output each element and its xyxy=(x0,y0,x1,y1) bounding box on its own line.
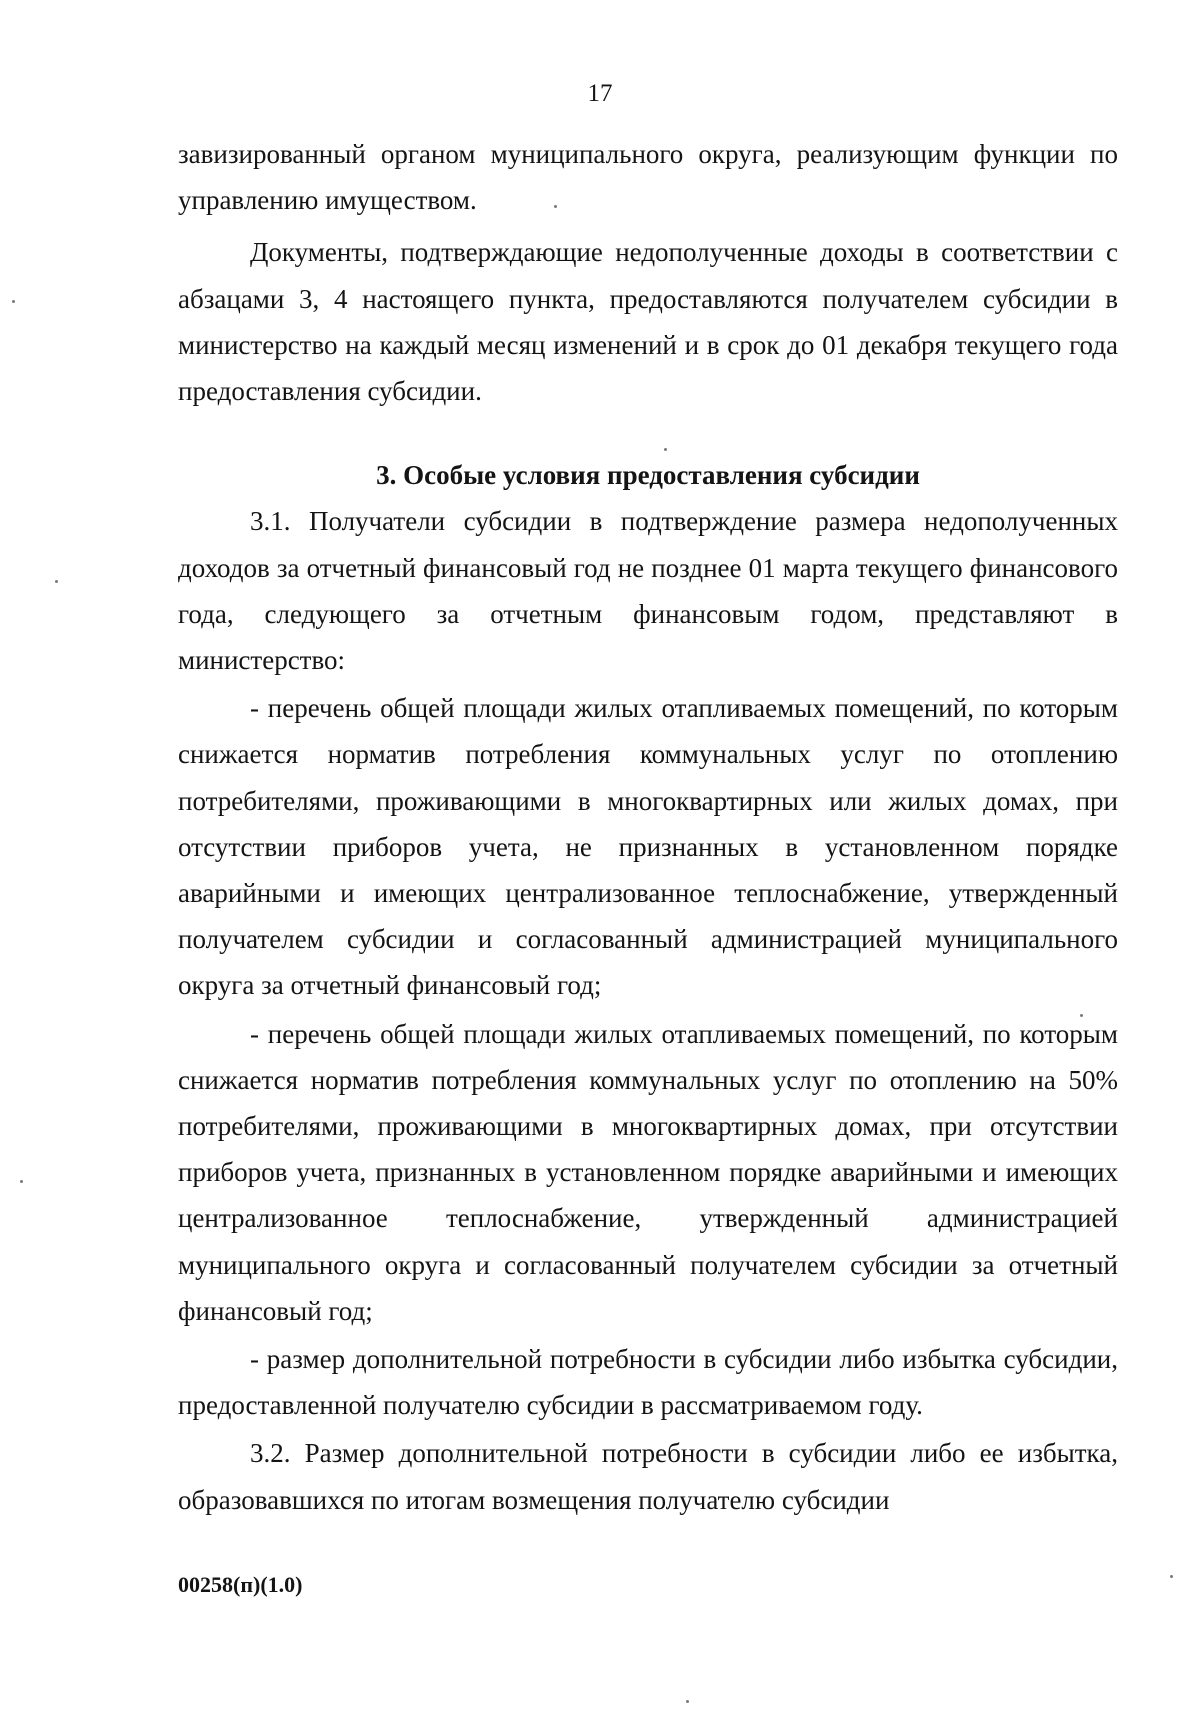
paragraph-continuation: завизированный органом муниципального округа, реализующим функции по управлению имуществом. xyxy=(178,139,1118,216)
document-code: 00258(п)(1.0) xyxy=(178,1572,303,1597)
paragraph-documents: Документы, подтверждающие недополученные доходы в соответствии с абзацами 3, 4 настоящего пункта, предоставляются получателем субсидии в министерство на каждый месяц изменений и в срок до 01 декабря текущего года предоставления субсидии. xyxy=(178,237,1118,407)
scan-speck xyxy=(554,205,557,208)
scan-speck xyxy=(20,1180,23,1183)
document-body xyxy=(178,131,1118,1523)
paragraph-3-2: 3.2. Размер дополнительной потребности в субсидии либо ее избытка, образовавшихся по итогам возмещения получателю субсидии xyxy=(178,1438,1118,1515)
list-item-living-areas: - перечень общей площади жилых отапливаемых помещений, по которым снижается норматив потребления коммунальных услуг по отоплению потребителями, проживающими в многоквартирных или жилых домах, при отсутствии приборов учета, не признанных в установленном порядке аварийными и имеющих централизованное теплоснабжение, утвержденный получателем субсидии и согласованный администрацией муниципального округа за отчетный финансовый год; xyxy=(178,693,1118,1001)
scan-speck xyxy=(55,580,58,583)
page-number: 17 xyxy=(587,80,613,107)
list-item-additional-need: - размер дополнительной потребности в субсидии либо избытка субсидии, предоставленной получателю субсидии в рассматриваемом году. xyxy=(178,1344,1118,1421)
scan-speck xyxy=(12,300,15,303)
section-heading: 3. Особые условия предоставления субсидии xyxy=(376,460,920,491)
paragraph-3-1: 3.1. Получатели субсидии в подтверждение размера недополученных доходов за отчетный финансовый год не позднее 01 марта текущего финансового года, следующего за отчетным финансовым годом, представляют в министерство: xyxy=(178,506,1118,676)
scan-speck xyxy=(686,1700,689,1703)
scan-speck xyxy=(1080,1014,1083,1017)
scan-speck xyxy=(664,448,667,451)
scan-speck xyxy=(1170,1575,1173,1578)
list-item-emergency-areas: - перечень общей площади жилых отапливаемых помещений, по которым снижается норматив потребления коммунальных услуг по отоплению на 50% потребителями, проживающими в многоквартирных домах, при отсутствии приборов учета, признанных в установленном порядке аварийными и имеющих централизованное теплоснабжение, утвержденный администрацией муниципального округа и согласованный получателем субсидии за отчетный финансовый год; xyxy=(178,1018,1118,1326)
